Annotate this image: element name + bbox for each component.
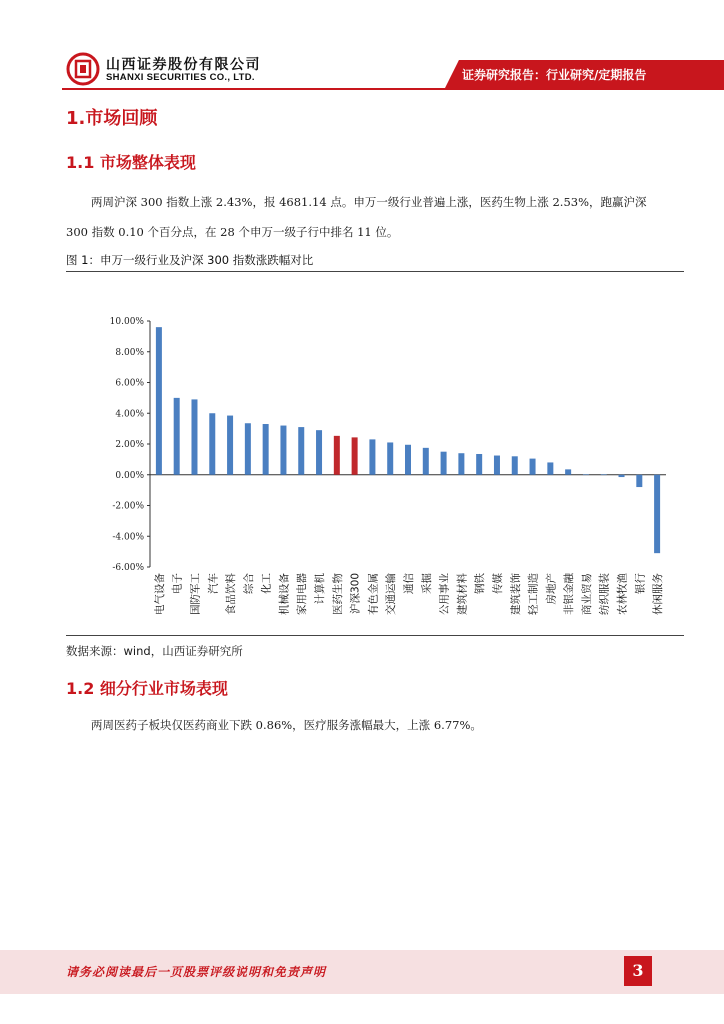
category-label: 机械设备 [278,573,291,615]
bar [654,475,660,553]
industry-returns-chart [66,272,684,635]
category-label: 化工 [260,573,273,594]
bar [530,459,536,475]
bar [583,474,589,475]
y-tick-label: 0.00% [115,470,144,481]
bar [369,439,375,474]
category-label: 商业贸易 [580,573,593,615]
category-label: 沪深300 [349,573,362,615]
category-label: 计算机 [314,573,327,605]
page-header [0,0,724,92]
category-label: 有色金属 [367,573,380,615]
bar [280,426,286,475]
bar [298,427,304,475]
bar [512,456,518,474]
data-source: 数据来源：wind，山西证券研究所 [66,644,243,658]
y-tick-label: 8.00% [115,347,144,358]
y-tick-label: -2.00% [112,501,144,512]
header-divider [62,88,724,90]
category-label: 公用事业 [438,573,451,615]
category-label: 食品饮料 [225,573,238,615]
sub-industry-paragraph: 两周医药子板块仅医药商业下跌 0.86%，医疗服务涨幅最大，上涨 6.77%。 [91,718,482,732]
category-label: 纺织服装 [598,573,611,615]
bar [494,456,500,475]
bar [405,445,411,475]
category-label: 汽车 [207,573,220,594]
bar [352,437,358,474]
category-label: 采掘 [420,573,433,594]
bar [334,436,340,475]
y-tick-label: 6.00% [115,378,144,389]
category-label: 银行 [634,573,647,594]
category-label: 家用电器 [296,573,309,615]
y-tick-label: 10.00% [109,317,144,327]
bar [316,430,322,475]
category-label: 建筑装饰 [509,573,522,615]
category-label: 房地产 [545,573,558,605]
bar [619,475,625,477]
subsection-title-sub-industry: 1.2 细分行业市场表现 [66,679,228,698]
bar [245,423,251,475]
company-name-en: SHANXI SECURITIES CO., LTD. [106,72,255,83]
bar [636,475,642,487]
report-type: 证券研究报告：行业研究/定期报告 [462,68,647,82]
category-label: 医药生物 [331,573,344,615]
bar [441,452,447,475]
bar [476,454,482,475]
company-name-cn: 山西证券股份有限公司 [106,57,261,73]
bar [458,453,464,475]
category-label: 电气设备 [153,573,166,615]
market-overall-paragraph: 两周沪深 300 指数上涨 2.43%，报 4681.14 点。申万一级行业普遍上涨，医药生物上涨 2.53%，跑赢沪深 300 指数 0.10 个百分点，在 28 个申万一级子行中排名 11 位。 [66,195,647,239]
category-label: 农林牧渔 [616,573,629,615]
company-logo-icon [66,52,100,86]
category-label: 非银金融 [563,573,576,615]
subsection-title-market-overall: 1.1 市场整体表现 [66,153,196,172]
y-tick-label: -4.00% [112,532,144,543]
section-title: 1.市场回顾 [66,108,158,129]
bar [227,416,233,475]
category-label: 通信 [403,573,415,594]
y-tick-label: -6.00% [112,563,144,573]
category-label: 传媒 [491,573,504,594]
category-label: 电子 [171,573,184,594]
page-number: 3 [624,956,652,986]
category-label: 交通运输 [385,573,398,615]
bar [209,413,215,475]
disclaimer: 请务必阅读最后一页股票评级说明和免责声明 [66,965,327,979]
bar [601,474,607,475]
y-tick-label: 2.00% [115,440,144,450]
category-label: 综合 [242,573,255,594]
bar [387,442,393,474]
bar [547,462,553,474]
figure-caption: 图 1：申万一级行业及沪深 300 指数涨跌幅对比 [66,253,314,267]
bar [423,448,429,475]
category-label: 休闲服务 [652,573,665,615]
category-label: 国防军工 [189,573,202,615]
category-label: 建筑材料 [456,573,469,615]
bar [191,399,197,474]
category-label: 钢铁 [474,573,487,594]
bar [156,327,162,475]
figure-frame [66,271,684,636]
y-tick-label: 4.00% [115,409,144,420]
category-label: 轻工制造 [527,573,540,615]
bar [263,424,269,475]
bar [174,398,180,475]
bar [565,469,571,474]
